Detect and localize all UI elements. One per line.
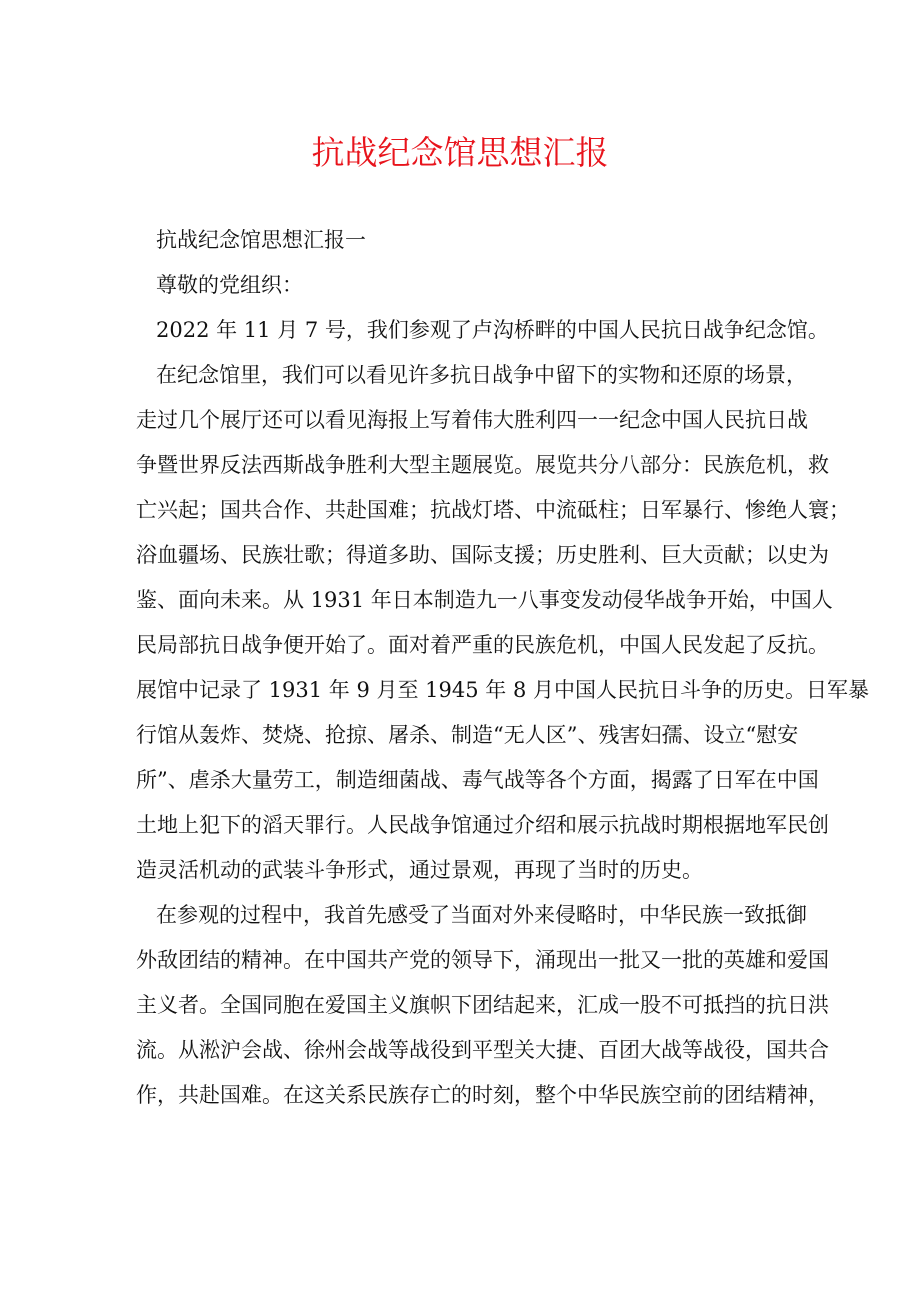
salutation: 尊敬的党组织： <box>156 273 303 297</box>
paragraph-line: 民局部抗日战争便开始了。面对着严重的民族危机，中国人民发起了反抗。 <box>136 633 829 657</box>
paragraph-line: 行馆从轰炸、焚烧、抢掠、屠杀、制造“无人区”、残害妇孺、设立“慰安 <box>136 723 799 747</box>
paragraph-line: 在纪念馆里，我们可以看见许多抗日战争中留下的实物和还原的场景， <box>156 363 807 387</box>
document-body <box>136 218 870 1118</box>
section-heading: 抗战纪念馆思想汇报一 <box>156 228 366 252</box>
paragraph-line: 主义者。全国同胞在爱国主义旗帜下团结起来，汇成一股不可抵挡的抗日洪 <box>136 993 829 1017</box>
document-title: 抗战纪念馆思想汇报 <box>311 133 609 172</box>
paragraph-line: 展馆中记录了 1931 年 9 月至 1945 年 8 月中国人民抗日斗争的历史。日军暴 <box>136 678 870 702</box>
paragraph-line: 浴血疆场、民族壮歌；得道多助、国际支援；历史胜利、巨大贡献；以史为 <box>136 543 829 567</box>
paragraph-line: 2022 年 11 月 7 号，我们参观了卢沟桥畔的中国人民抗日战争纪念馆。 <box>156 318 829 342</box>
paragraph-line: 外敌团结的精神。在中国共产党的领导下，涌现出一批又一批的英雄和爱国 <box>136 948 829 972</box>
paragraph-line: 土地上犯下的滔天罪行。人民战争馆通过介绍和展示抗战时期根据地军民创 <box>136 813 829 837</box>
paragraph-line: 造灵活机动的武装斗争形式，通过景观，再现了当时的历史。 <box>136 858 703 882</box>
paragraph-line: 所”、虐杀大量劳工，制造细菌战、毒气战等各个方面，揭露了日军在中国 <box>136 768 819 792</box>
paragraph-line: 亡兴起；国共合作、共赴国难；抗战灯塔、中流砥柱；日军暴行、惨绝人寰； <box>136 498 850 522</box>
paragraph-line: 作，共赴国难。在这关系民族存亡的时刻，整个中华民族空前的团结精神， <box>136 1083 829 1107</box>
paragraph-line: 走过几个展厅还可以看见海报上写着伟大胜利四一一纪念中国人民抗日战 <box>136 408 808 432</box>
paragraph-line: 争暨世界反法西斯战争胜利大型主题展览。展览共分八部分：民族危机，救 <box>136 453 829 477</box>
paragraph-line: 在参观的过程中，我首先感受了当面对外来侵略时，中华民族一致抵御 <box>156 903 807 927</box>
paragraph-line: 鉴、面向未来。从 1931 年日本制造九一八事变发动侵华战争开始，中国人 <box>136 588 833 612</box>
paragraph-line: 流。从淞沪会战、徐州会战等战役到平型关大捷、百团大战等战役，国共合 <box>136 1038 829 1062</box>
